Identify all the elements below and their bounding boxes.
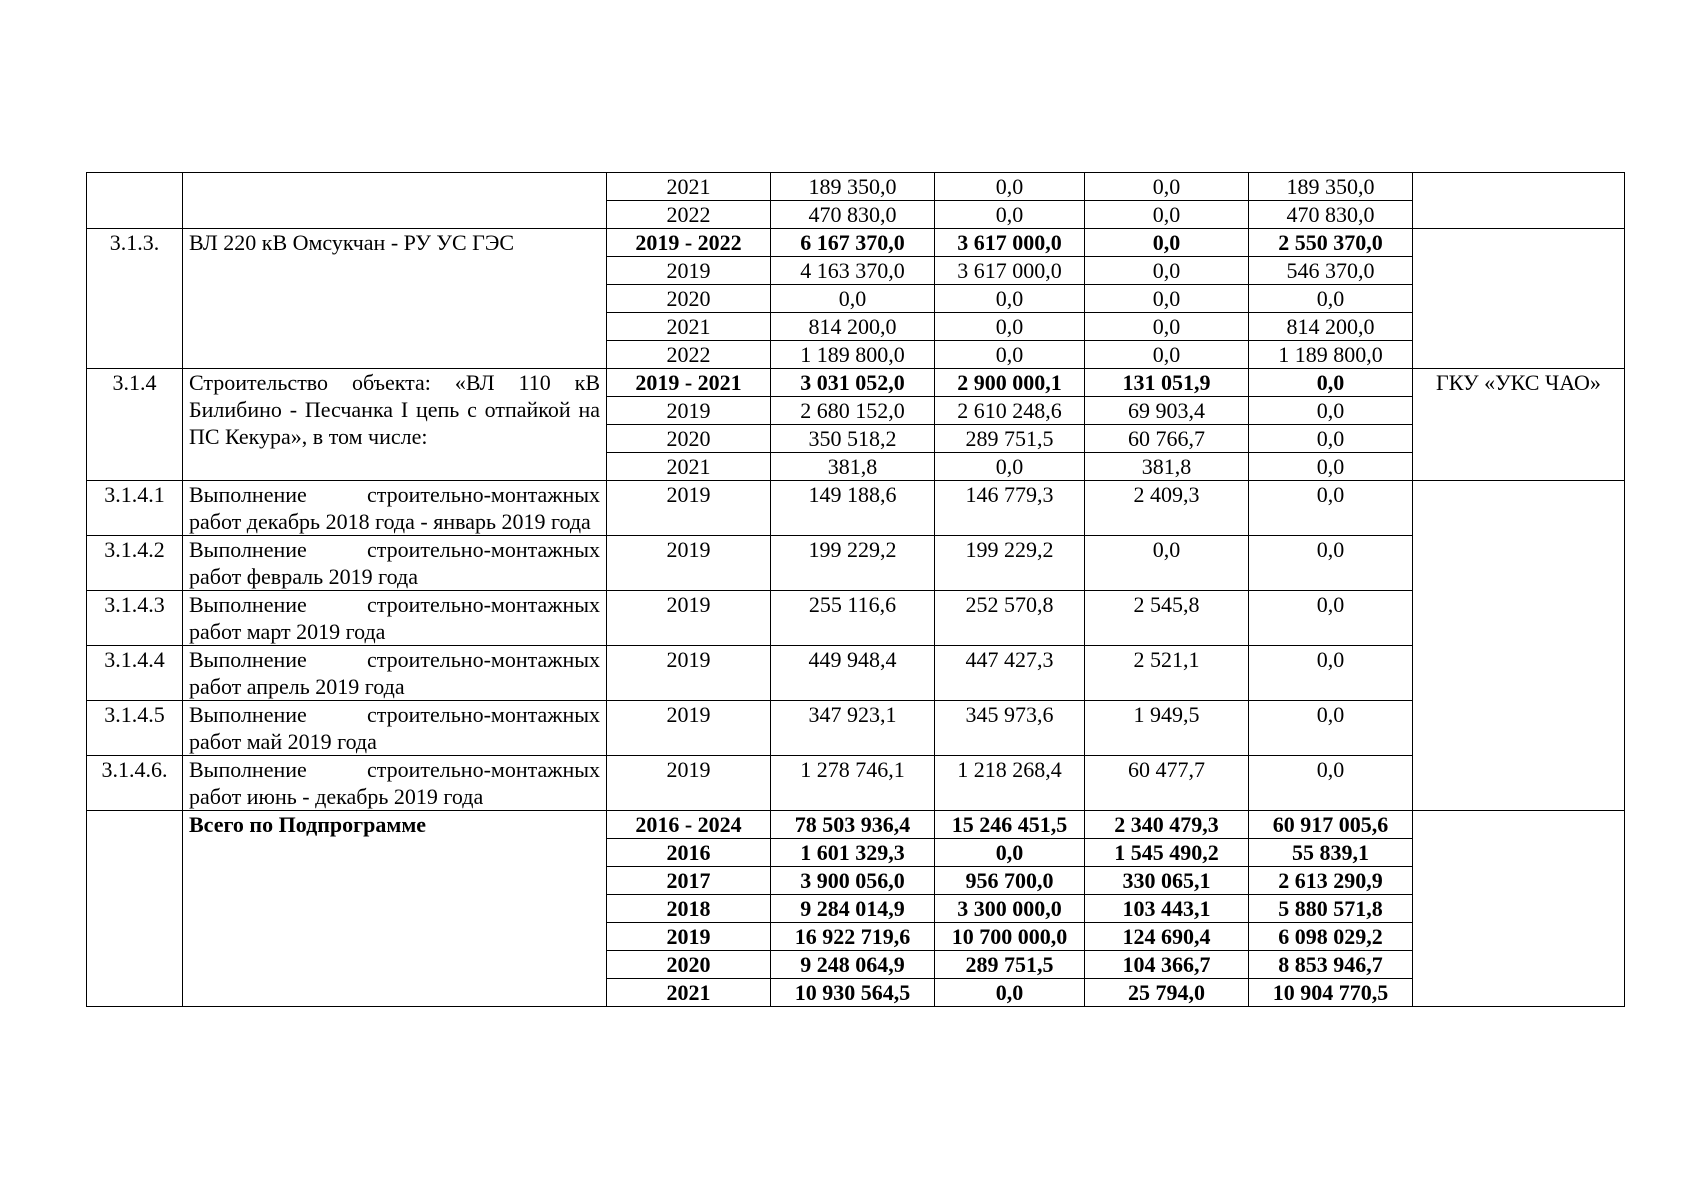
other-sources-cell: 0,0 (1249, 285, 1413, 313)
district-budget-cell: 330 065,1 (1085, 867, 1249, 895)
total-cell: 9 248 064,9 (771, 951, 935, 979)
item-name-cell: Всего по Подпрограмме (183, 811, 607, 1007)
total-cell: 1 189 800,0 (771, 341, 935, 369)
year-cell: 2019 (607, 756, 771, 811)
district-budget-cell: 2 521,1 (1085, 646, 1249, 701)
other-sources-cell: 60 917 005,6 (1249, 811, 1413, 839)
total-cell: 814 200,0 (771, 313, 935, 341)
district-budget-cell: 1 545 490,2 (1085, 839, 1249, 867)
year-cell: 2019 (607, 646, 771, 701)
year-cell: 2016 - 2024 (607, 811, 771, 839)
executor-cell (1413, 229, 1625, 369)
year-cell: 2019 (607, 591, 771, 646)
item-number-cell: 3.1.4.2 (87, 536, 183, 591)
federal-budget-cell: 3 617 000,0 (935, 229, 1085, 257)
item-number-cell: 3.1.3. (87, 229, 183, 369)
other-sources-cell: 0,0 (1249, 425, 1413, 453)
item-name-cell: ВЛ 220 кВ Омсукчан - РУ УС ГЭС (183, 229, 607, 369)
district-budget-cell: 0,0 (1085, 313, 1249, 341)
table-row (87, 481, 1625, 536)
total-cell: 199 229,2 (771, 536, 935, 591)
other-sources-cell: 546 370,0 (1249, 257, 1413, 285)
item-number-cell: 3.1.4.6. (87, 756, 183, 811)
federal-budget-cell: 956 700,0 (935, 867, 1085, 895)
federal-budget-cell: 1 218 268,4 (935, 756, 1085, 811)
federal-budget-cell: 447 427,3 (935, 646, 1085, 701)
district-budget-cell: 2 409,3 (1085, 481, 1249, 536)
federal-budget-cell: 146 779,3 (935, 481, 1085, 536)
district-budget-cell: 0,0 (1085, 173, 1249, 201)
total-cell: 189 350,0 (771, 173, 935, 201)
district-budget-cell: 131 051,9 (1085, 369, 1249, 397)
item-name-cell: Выполнение строительно-монтажных работ май 2019 года (183, 701, 607, 756)
item-number-cell (87, 173, 183, 229)
district-budget-cell: 2 545,8 (1085, 591, 1249, 646)
other-sources-cell: 0,0 (1249, 369, 1413, 397)
federal-budget-cell: 0,0 (935, 453, 1085, 481)
federal-budget-cell: 2 900 000,1 (935, 369, 1085, 397)
table-row (87, 756, 1625, 811)
other-sources-cell: 55 839,1 (1249, 839, 1413, 867)
table-row (87, 646, 1625, 701)
district-budget-cell: 0,0 (1085, 201, 1249, 229)
federal-budget-cell: 0,0 (935, 173, 1085, 201)
year-cell: 2019 (607, 397, 771, 425)
district-budget-cell: 60 766,7 (1085, 425, 1249, 453)
year-cell: 2019 (607, 536, 771, 591)
total-cell: 0,0 (771, 285, 935, 313)
federal-budget-cell: 0,0 (935, 979, 1085, 1007)
year-cell: 2022 (607, 341, 771, 369)
year-cell: 2020 (607, 285, 771, 313)
federal-budget-cell: 252 570,8 (935, 591, 1085, 646)
item-name-cell: Строительство объекта: «ВЛ 110 кВ Билибино - Песчанка I цепь с отпайкой на ПС Кекура», в том числе: (183, 369, 607, 481)
total-cell: 1 601 329,3 (771, 839, 935, 867)
other-sources-cell: 189 350,0 (1249, 173, 1413, 201)
item-number-cell: 3.1.4.5 (87, 701, 183, 756)
district-budget-cell: 0,0 (1085, 257, 1249, 285)
year-cell: 2020 (607, 951, 771, 979)
total-cell: 2 680 152,0 (771, 397, 935, 425)
other-sources-cell: 8 853 946,7 (1249, 951, 1413, 979)
year-cell: 2019 (607, 701, 771, 756)
total-cell: 3 900 056,0 (771, 867, 935, 895)
district-budget-cell: 381,8 (1085, 453, 1249, 481)
item-number-cell: 3.1.4.3 (87, 591, 183, 646)
other-sources-cell: 5 880 571,8 (1249, 895, 1413, 923)
year-cell: 2021 (607, 313, 771, 341)
federal-budget-cell: 0,0 (935, 201, 1085, 229)
total-cell: 255 116,6 (771, 591, 935, 646)
total-cell: 149 188,6 (771, 481, 935, 536)
item-number-cell: 3.1.4.4 (87, 646, 183, 701)
other-sources-cell: 0,0 (1249, 536, 1413, 591)
table-row (87, 369, 1625, 397)
total-cell: 78 503 936,4 (771, 811, 935, 839)
district-budget-cell: 69 903,4 (1085, 397, 1249, 425)
year-cell: 2021 (607, 453, 771, 481)
district-budget-cell: 60 477,7 (1085, 756, 1249, 811)
federal-budget-cell: 0,0 (935, 839, 1085, 867)
federal-budget-cell: 0,0 (935, 313, 1085, 341)
item-name-cell: Выполнение строительно-монтажных работ июнь - декабрь 2019 года (183, 756, 607, 811)
district-budget-cell: 104 366,7 (1085, 951, 1249, 979)
other-sources-cell: 10 904 770,5 (1249, 979, 1413, 1007)
year-cell: 2021 (607, 979, 771, 1007)
federal-budget-cell: 3 617 000,0 (935, 257, 1085, 285)
district-budget-cell: 0,0 (1085, 285, 1249, 313)
other-sources-cell: 2 613 290,9 (1249, 867, 1413, 895)
federal-budget-cell: 289 751,5 (935, 951, 1085, 979)
item-number-cell: 3.1.4 (87, 369, 183, 481)
table-row (87, 811, 1625, 839)
table-row (87, 173, 1625, 201)
total-cell: 10 930 564,5 (771, 979, 935, 1007)
item-name-cell: Выполнение строительно-монтажных работ апрель 2019 года (183, 646, 607, 701)
federal-budget-cell: 0,0 (935, 341, 1085, 369)
other-sources-cell: 0,0 (1249, 397, 1413, 425)
item-name-cell: Выполнение строительно-монтажных работ март 2019 года (183, 591, 607, 646)
other-sources-cell: 0,0 (1249, 591, 1413, 646)
other-sources-cell: 0,0 (1249, 701, 1413, 756)
other-sources-cell: 470 830,0 (1249, 201, 1413, 229)
other-sources-cell: 0,0 (1249, 756, 1413, 811)
year-cell: 2019 - 2021 (607, 369, 771, 397)
total-cell: 4 163 370,0 (771, 257, 935, 285)
federal-budget-cell: 10 700 000,0 (935, 923, 1085, 951)
executor-cell (1413, 173, 1625, 229)
table-row (87, 701, 1625, 756)
year-cell: 2021 (607, 173, 771, 201)
total-cell: 381,8 (771, 453, 935, 481)
federal-budget-cell: 345 973,6 (935, 701, 1085, 756)
executor-cell: ГКУ «УКС ЧАО» (1413, 369, 1625, 481)
federal-budget-cell: 0,0 (935, 285, 1085, 313)
total-cell: 470 830,0 (771, 201, 935, 229)
other-sources-cell: 0,0 (1249, 453, 1413, 481)
district-budget-cell: 103 443,1 (1085, 895, 1249, 923)
item-name-cell (183, 173, 607, 229)
table-row (87, 229, 1625, 257)
executor-cell (1413, 481, 1625, 811)
year-cell: 2019 - 2022 (607, 229, 771, 257)
total-cell: 3 031 052,0 (771, 369, 935, 397)
district-budget-cell: 0,0 (1085, 536, 1249, 591)
table-row (87, 536, 1625, 591)
district-budget-cell: 0,0 (1085, 341, 1249, 369)
funding-table (86, 172, 1625, 1007)
year-cell: 2016 (607, 839, 771, 867)
year-cell: 2018 (607, 895, 771, 923)
federal-budget-cell: 199 229,2 (935, 536, 1085, 591)
other-sources-cell: 6 098 029,2 (1249, 923, 1413, 951)
table-row (87, 591, 1625, 646)
district-budget-cell: 124 690,4 (1085, 923, 1249, 951)
year-cell: 2019 (607, 257, 771, 285)
federal-budget-cell: 3 300 000,0 (935, 895, 1085, 923)
district-budget-cell: 1 949,5 (1085, 701, 1249, 756)
other-sources-cell: 0,0 (1249, 481, 1413, 536)
item-number-cell: 3.1.4.1 (87, 481, 183, 536)
total-cell: 350 518,2 (771, 425, 935, 453)
executor-cell (1413, 811, 1625, 1007)
item-name-cell: Выполнение строительно-монтажных работ декабрь 2018 года - январь 2019 года (183, 481, 607, 536)
other-sources-cell: 0,0 (1249, 646, 1413, 701)
total-cell: 16 922 719,6 (771, 923, 935, 951)
year-cell: 2019 (607, 923, 771, 951)
other-sources-cell: 814 200,0 (1249, 313, 1413, 341)
district-budget-cell: 0,0 (1085, 229, 1249, 257)
federal-budget-cell: 289 751,5 (935, 425, 1085, 453)
total-cell: 347 923,1 (771, 701, 935, 756)
total-cell: 449 948,4 (771, 646, 935, 701)
total-cell: 6 167 370,0 (771, 229, 935, 257)
year-cell: 2017 (607, 867, 771, 895)
other-sources-cell: 2 550 370,0 (1249, 229, 1413, 257)
district-budget-cell: 25 794,0 (1085, 979, 1249, 1007)
total-cell: 1 278 746,1 (771, 756, 935, 811)
year-cell: 2020 (607, 425, 771, 453)
other-sources-cell: 1 189 800,0 (1249, 341, 1413, 369)
district-budget-cell: 2 340 479,3 (1085, 811, 1249, 839)
year-cell: 2022 (607, 201, 771, 229)
total-cell: 9 284 014,9 (771, 895, 935, 923)
federal-budget-cell: 2 610 248,6 (935, 397, 1085, 425)
federal-budget-cell: 15 246 451,5 (935, 811, 1085, 839)
year-cell: 2019 (607, 481, 771, 536)
item-number-cell (87, 811, 183, 1007)
item-name-cell: Выполнение строительно-монтажных работ февраль 2019 года (183, 536, 607, 591)
